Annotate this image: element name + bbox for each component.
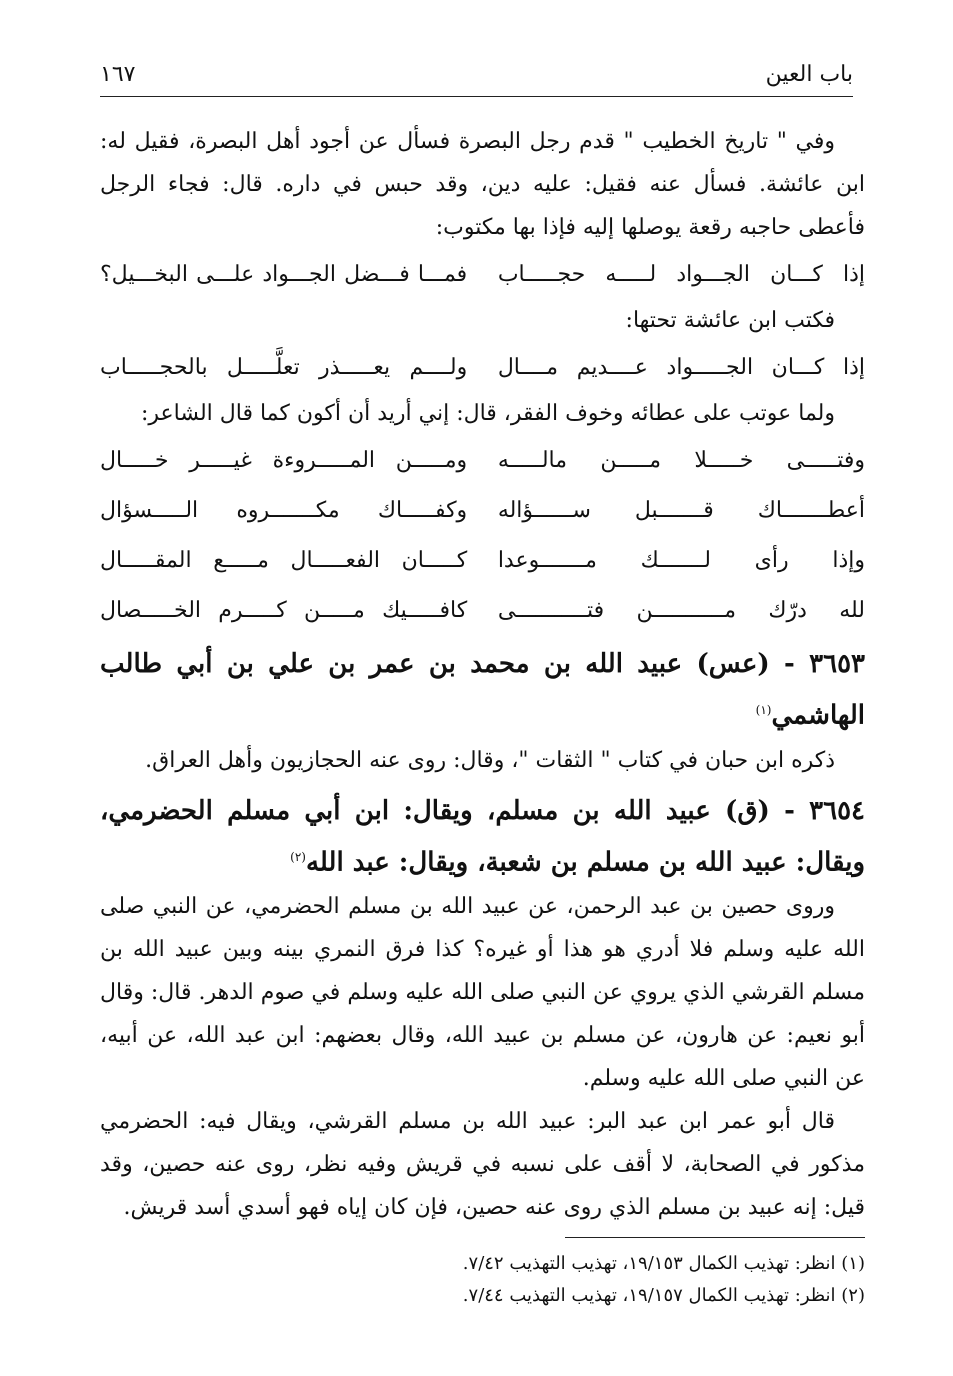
- page-header: [100, 58, 853, 98]
- footnote-2: (٢) انظر: تهذيب الكمال ١٩/١٥٧، تهذيب التهذيب ٧/٤٤.: [462, 1285, 865, 1306]
- verse-line: [100, 535, 865, 585]
- entry-text-3654-part1: وروى حصين بن عبد الرحمن، عن عبيد الله بن مسلم الحضرمي، عن النبي صلى الله عليه وسلم فلا أدري هو هذا أو غيره؟ كذا فرق النمري بينه وبين عبيد الله بن مسلم القرشي الذي يروي عن النبي صلى الله عليه وسلم في صوم الدهر. قال: وقال أبو نعيم: عن هارون، عن مسلم بن عبيد الله، وقال بعضهم: ابن عبد الله، عن أبيه، عن النبي صلى الله عليه وسلم.: [100, 894, 865, 1092]
- entry-heading-3654: [100, 788, 865, 886]
- verse-second-hemistich: فمـــا فـــضل الجـــواد علـــى البخـــيل؟: [100, 261, 468, 287]
- chapter-title: باب العين: [765, 62, 853, 87]
- verse-second-hemistich: وكفـــــاك مكـــــــروه الـــــسؤال: [100, 497, 468, 523]
- footnote-divider: [565, 1237, 865, 1238]
- entry-text-3654-part2: قال أبو عمر ابن عبد البر: عبيد الله بن مسلم القرشي، ويقال فيه: الحضرمي مذكور في الصحابة، لا أقف على نسبه في قريش وفيه نظر، روى عنه حصين، وقد قيل: إنه عبيد بن مسلم الذي روى عنه حصين، فإن كان إياه فهو أسدي أسد قريش.: [100, 1109, 865, 1221]
- verse-line: [100, 342, 865, 392]
- verse-first-hemistich: وفتـــــى خـــــلا مـــــن مالـــــه: [497, 447, 865, 473]
- verse-first-hemistich: أعطـــــــاك قـــــــبل ســــــؤاله: [497, 497, 865, 523]
- entry-heading-text: ٣٦٥٤ - (ق) عبيد الله بن مسلم، ويقال: ابن أبي مسلم الحضرمي، ويقال: عبيد الله بن مسلم بن شعبة، ويقال: عبد الله: [100, 795, 865, 878]
- page-number: ١٦٧: [100, 62, 136, 87]
- verse-second-hemistich: ومـــــن المـــــروءة غيـــــر خـــــال: [100, 447, 468, 473]
- verse-first-hemistich: وإذا رأى لـــــــك مـــــــوعدا: [497, 547, 865, 573]
- entry-text-3653: ذكره ابن حبان في كتاب " الثقات "، وقال: روى عنه الحجازيون وأهل العراق.: [145, 747, 835, 773]
- header-divider: [100, 96, 853, 97]
- verse-line: [100, 249, 865, 299]
- reply-intro: فكتب ابن عائشة تحتها:: [625, 308, 835, 333]
- page-body: [100, 120, 865, 1229]
- verse-first-hemistich: إذا كـــان الجـــواد لـــــه حجـــــاب: [497, 261, 865, 287]
- verse-second-hemistich: ولــــم يعـــــذر تعلَّـــــل بالحجـــــاب: [100, 354, 468, 380]
- verse-second-hemistich: كـــــان الفعـــــال مـــــع المقـــــال: [100, 547, 468, 573]
- footnote-ref[interactable]: (٢): [290, 849, 306, 864]
- poet-intro: ولما عوتب على عطائه وخوف الفقر، قال: إني أريد أن أكون كما قال الشاعر:: [140, 401, 835, 426]
- entry-heading-3653: [100, 641, 865, 739]
- verse-line: [100, 485, 865, 535]
- verse-first-hemistich: إذا كـــان الجـــــواد عــــديم مــــال: [497, 354, 865, 380]
- footnote-1: (١) انظر: تهذيب الكمال ١٩/١٥٣، تهذيب التهذيب ٧/٤٢.: [462, 1253, 865, 1274]
- footnotes: [100, 1248, 865, 1312]
- intro-paragraph: وفي " تاريخ الخطيب " قدم رجل البصرة فسأل عن أجود أهل البصرة، فقيل له: ابن عائشة. فسأل عنه فقيل: عليه دين، وقد حبس في داره. قال: فجاء الرجل فأعطى حاجبه رقعة يوصلها إليه فإذا بها مكتوب:: [100, 129, 865, 240]
- verse-line: [100, 585, 865, 635]
- verse-line: [100, 435, 865, 485]
- verse-second-hemistich: كافـــــيك مـــــن كـــــرم الخـــــصال: [100, 597, 468, 623]
- verse-first-hemistich: لله درّك مـــــــــــن فتـــــــــــى: [497, 597, 865, 623]
- entry-heading-text: ٣٦٥٣ - (عس) عبيد الله بن محمد بن عمر بن علي بن أبي طالب الهاشمي: [100, 649, 865, 731]
- footnote-ref[interactable]: (١): [755, 703, 772, 717]
